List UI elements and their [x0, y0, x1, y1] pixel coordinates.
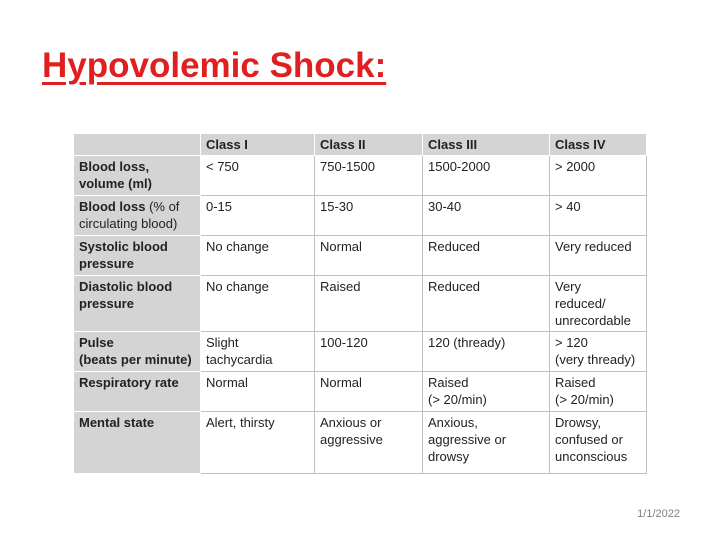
table-row [74, 156, 647, 196]
table-cell: No change [201, 276, 315, 332]
table-cell: > 2000 [550, 156, 647, 196]
table-cell: Reduced [423, 236, 550, 276]
table-cell: 1500-2000 [423, 156, 550, 196]
header-cell [74, 134, 201, 156]
row-header-label: Respiratory rate [79, 375, 179, 390]
row-header-label: Mental state [79, 415, 155, 430]
table-cell: 750-1500 [315, 156, 423, 196]
row-header-label-detail: (% of circulating blood) [79, 199, 180, 231]
row-header [74, 412, 201, 474]
table-cell: 15-30 [315, 196, 423, 236]
table-cell: 120 (thready) [423, 332, 550, 372]
table-row [74, 276, 647, 332]
table-cell: Anxious or aggressive [315, 412, 423, 474]
row-header [74, 196, 201, 236]
table-cell: Normal [315, 372, 423, 412]
table-cell: Slight tachycardia [201, 332, 315, 372]
table-cell: Raised [315, 276, 423, 332]
table-cell: 100-120 [315, 332, 423, 372]
shock-classification-table-wrapper [73, 133, 646, 473]
table-cell: 30-40 [423, 196, 550, 236]
row-header-label: Systolic blood pressure [79, 239, 168, 271]
table-cell: Normal [201, 372, 315, 412]
table-cell: Alert, thirsty [201, 412, 315, 474]
row-header-label: Diastolic blood pressure [79, 279, 173, 311]
row-header-label: Blood loss [79, 199, 146, 214]
row-header-label: Blood loss, volume (ml) [79, 159, 152, 191]
header-cell: Class II [315, 134, 423, 156]
row-header [74, 276, 201, 332]
table-row [74, 332, 647, 372]
row-header [74, 156, 201, 196]
table-cell: Anxious, aggressive or drowsy [423, 412, 550, 474]
table-cell: Normal [315, 236, 423, 276]
header-cell: Class I [201, 134, 315, 156]
slide-title: Hypovolemic Shock: [42, 46, 387, 85]
table-cell: Very reduced/ unrecordable [550, 276, 647, 332]
table-row [74, 412, 647, 474]
header-cell: Class IV [550, 134, 647, 156]
table-cell: Raised (> 20/min) [550, 372, 647, 412]
table-cell: Drowsy, confused or unconscious [550, 412, 647, 474]
row-header [74, 236, 201, 276]
table-cell: Raised (> 20/min) [423, 372, 550, 412]
header-cell: Class III [423, 134, 550, 156]
slide-date: 1/1/2022 [637, 508, 680, 520]
table-header-row [74, 134, 647, 156]
shock-classification-table [73, 133, 647, 474]
table-cell: > 40 [550, 196, 647, 236]
table-cell: No change [201, 236, 315, 276]
row-header [74, 372, 201, 412]
table-cell: Very reduced [550, 236, 647, 276]
table-cell: 0-15 [201, 196, 315, 236]
table-cell: Reduced [423, 276, 550, 332]
table-cell: > 120 (very thready) [550, 332, 647, 372]
table-row [74, 196, 647, 236]
table-cell: < 750 [201, 156, 315, 196]
table-row [74, 372, 647, 412]
row-header-label: Pulse (beats per minute) [79, 335, 192, 367]
table-row [74, 236, 647, 276]
row-header [74, 332, 201, 372]
